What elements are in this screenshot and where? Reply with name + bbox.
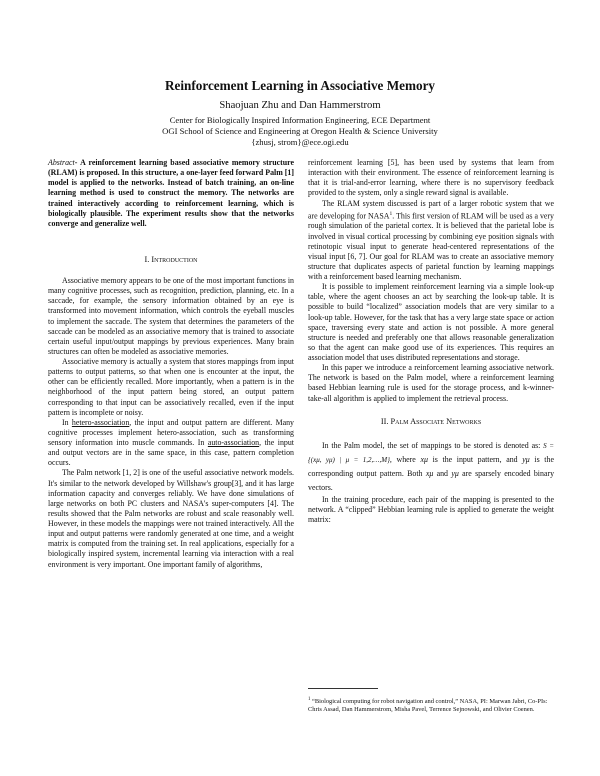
section-number: II. [380, 416, 389, 426]
affiliation-line-2: OGI School of Science and Engineering at Oregon Health & Science University [162, 126, 438, 136]
term-hetero-association: hetero-association [71, 417, 130, 427]
footnote [308, 696, 554, 714]
affiliation-line-1: Center for Biologically Inspired Information Engineering, ECE Department [169, 115, 431, 125]
right-paragraph-2: It is possible to implement reinforcement learning via a simple look-up table, where the agent chooses an act by searching the look-up table. It is possible to build “localized” association models that are very similar to a look-up table. However, for the task that has a very large state space or action space, traversing every state and action is not possible. A more general structure is needed and preferably one that allows reasonable generalization so that the agent can make good use of its experiences. This requires an association model that uses distributed representations and storage. [308, 282, 554, 362]
palm-text-e: and [436, 468, 449, 478]
output-pattern-symbol: yμ [522, 454, 530, 464]
palm-text-d: is the corresponding output pattern. Both [308, 454, 554, 478]
abstract-text: - A reinforcement learning based associative memory structure (RLAM) is proposed. In this structure, a one-layer feed forward Palm [1] model is applied to the networks. Instead of batch training, an on-line learning method is used to construct the memory. The networks are trained interactively according to reinforcement learning, which is biologically plausible. The experiment results show that the networks converge and generalize well. [48, 158, 294, 228]
palm-text-b: , where [389, 454, 416, 464]
term-auto-association: auto-association [207, 438, 260, 447]
rlam-text-a: The RLAM system discussed is part of a larger robotic system that we are developing for NASA [308, 198, 554, 221]
paper-title: Reinforcement Learning in Associative Memory [164, 78, 436, 93]
intro-p3-end: , the input and output vectors are in the same space, in this case, pattern completion occurs. [48, 438, 294, 468]
intro-p3-middle: , the input and output pattern are different. Many cognitive processes implement hetero-association, such as transforming sensory information into muscle commands. In [48, 417, 294, 447]
affiliation-emails: {zhusj, strom}@ece.ogi.edu [251, 137, 349, 147]
intro-paragraph-2: Associative memory is actually a system that stores mappings from input patterns to output patterns, so that when one is encounter at the input, the other can be efficiently recalled. More importantly, when a pattern is in the neighborhood of the input pattern being stored, an output pattern corresponding to that input can be associatively recalled, even if the input pattern is incomplete or noisy. [48, 357, 294, 417]
intro-paragraph-1: Associative memory appears to be one of the most important functions in many cognitive processes, such as recognition, prediction, planning, etc. In a saccade, for example, the sensory information obtained by an eye is transformed into movement information, which controls the eyeball muscles to implement the saccade. The system that determines the parameters of the saccade can be modeled as an associative memory that is trained to associate certain useful input/output mappings by previous experiences. Many brain structures can often be modeled as associative memories. [48, 276, 294, 356]
intro-p3-start: In [62, 417, 69, 427]
palm-text-a: In the Palm model, the set of mappings to be stored is denoted as: [322, 440, 541, 450]
section-title: Palm Associate Networks [390, 416, 482, 426]
palm-paragraph-1 [308, 439, 554, 495]
intro-paragraph-3 [48, 418, 294, 469]
section-heading-introduction [48, 255, 294, 265]
palm-text-c: is the input pattern, and [432, 454, 518, 464]
section-number: I. [144, 254, 150, 264]
intro-paragraph-4: The Palm network [1, 2] is one of the useful associative network models. It's similar to the network developed by Willshaw's group[3], and it has large information capacity and converges reliably. We have done simulations of large networks on both PC clusters and NASA's super-computers [4]. The results showed that the Palm networks are robust and scale reasonably well. However, in these models the mappings were not trained interactively. All the input and output patterns were randomly generated at one time, and a weight matrix is computed from the training set. In real applications, especially for a biologically inspired system, incremental learning via interaction with a real environment is very important. One important family of algorithms, [48, 468, 294, 569]
section-heading-palm [308, 417, 554, 427]
input-pattern-symbol-2: xμ [425, 468, 434, 478]
rlam-text-b: . This first version of RLAM will be used as a very rough simulation of the parietal cortex. It is believed that the parietal lobe is involved in visual cortical processing by combining eye position signals with retinotopic visual input to generate head-centered representations of the visual input [6, 7]. Our goal for RLAM was to create an associative memory structure that duplicates aspects of parietal function by learning mappings with a reinforcement based learning mechanism. [308, 211, 554, 281]
abstract [48, 158, 294, 229]
input-pattern-symbol: xμ [420, 454, 428, 464]
paper-authors: Shaojuan Zhu and Dan Hammerstrom [219, 100, 381, 111]
right-paragraph-3: In this paper we introduce a reinforcement learning associative network. The network is based on the Palm model, where a reinforcement learning based Hebbian learning rule is used for the storage process, and k-winner-take-all algorithm is applied to implement the retrieval process. [308, 363, 554, 403]
palm-text-f: are sparsely encoded binary vectors. [308, 468, 555, 492]
section-title: Introduction [151, 254, 198, 264]
mapping-set-formula: S = {(xμ, yμ) | μ = 1,2,…,M} [308, 441, 554, 464]
output-pattern-symbol-2: yμ [451, 468, 459, 478]
abstract-label: Abstract [48, 158, 75, 167]
footnote-number: 1 [308, 697, 311, 702]
footnote-marker: 1 [389, 210, 393, 217]
palm-paragraph-2: In the training procedure, each pair of the mapping is presented to the network. A “clipped” Hebbian learning rule is applied to generate the weight matrix: [308, 494, 554, 524]
footnote-divider [308, 688, 378, 689]
right-column [308, 158, 554, 525]
left-column [48, 158, 294, 570]
footnote-text: “Biological computing for robot navigation and control,” NASA, PI: Marwan Jabri, Co-PIs: Chris Assad, Dan Hammerstrom, Misha Pavel, Terrence Sejnowski, and Olivier Coenen. [308, 698, 548, 714]
right-paragraph-0: reinforcement learning [5], has been used by systems that learn from interaction with their environment. The essence of reinforcement learning is that it is trial-and-error learning, where there is no supervisory feedback provided to the system, only a single reward signal is available. [308, 158, 554, 198]
right-paragraph-1 [308, 199, 554, 283]
